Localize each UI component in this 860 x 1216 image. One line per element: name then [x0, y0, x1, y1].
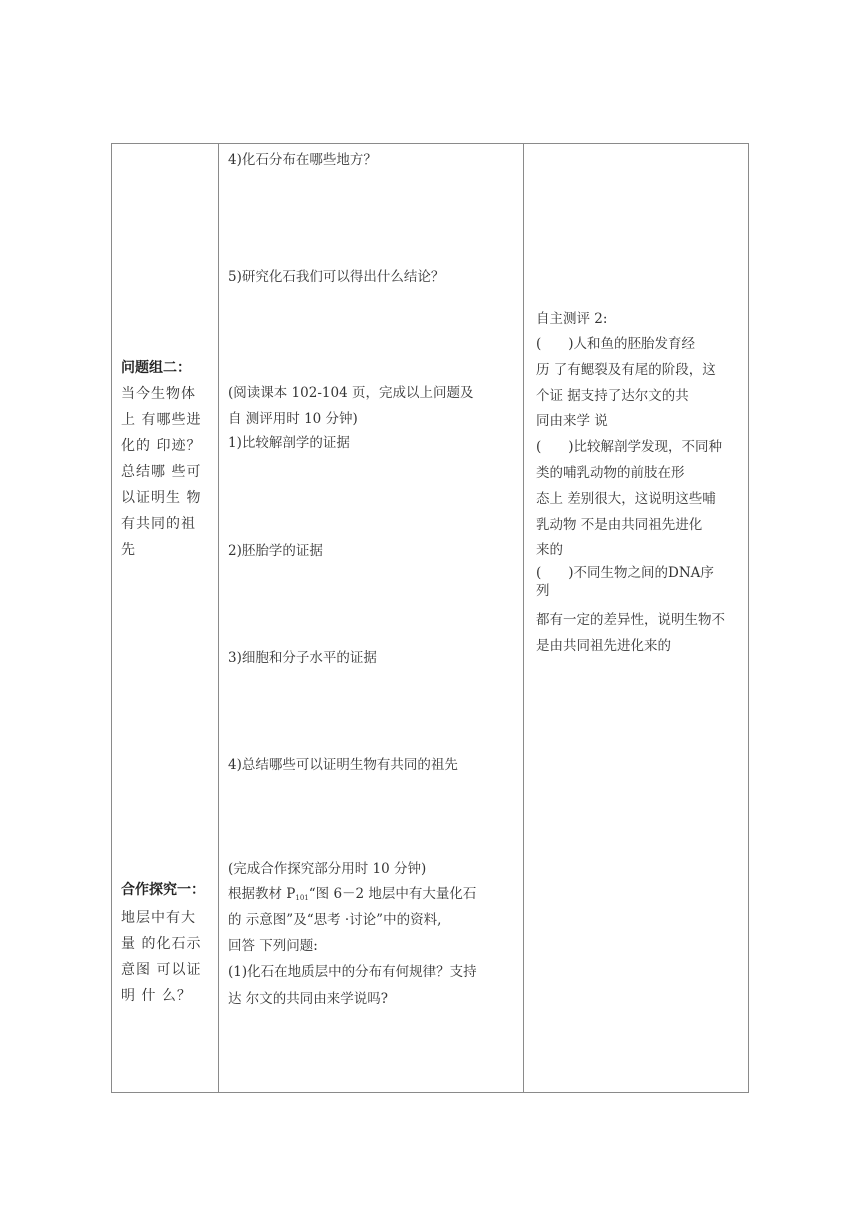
assessment-line-8: 乳动物 不是由共同祖先进化 — [536, 517, 703, 533]
question-group-line-2: 上 有哪些进 — [121, 412, 202, 428]
comparative-anatomy-evidence: 1)比较解剖学的证据 — [228, 435, 350, 451]
assessment-line-13: 是由共同祖先进化来的 — [536, 638, 671, 654]
question-group-line-1: 当今生物体 — [121, 386, 196, 402]
question-group-title: 问题组二： — [121, 360, 191, 376]
assessment-line-5: ( )比较解剖学发现，不同种 — [536, 439, 723, 455]
coop-explore-title: 合作探究一： — [121, 882, 205, 898]
content-table — [111, 143, 749, 1093]
question-group-line-4: 总结哪 些可 — [121, 464, 202, 480]
assessment-line-11: 列 — [536, 583, 550, 599]
coop-question-line-2: 达 尔文的共同由来学说吗? — [228, 991, 389, 1007]
question-group-line-3: 化的 印迹？ — [121, 438, 202, 454]
assessment-line-4: 同由来学 说 — [536, 413, 608, 429]
coop-question-line-1: (1)化石在地质层中的分布有何规律？支持 — [228, 964, 477, 980]
coop-explore-line-4: 明 什 么？ — [121, 988, 192, 1004]
assessment-line-3: 个证 据支持了达尔文的共 — [536, 388, 689, 404]
assessment-line-1: ( )人和鱼的胚胎发育经 — [536, 336, 696, 352]
assessment-line-9: 来的 — [536, 542, 563, 558]
coop-time-note: (完成合作探究部分用时 10 分钟) — [228, 861, 427, 877]
coop-explore-line-1: 地层中有大 — [121, 910, 196, 926]
column-divider-1 — [218, 144, 219, 1092]
assessment-line-10: ( )不同生物之间的DNA序 — [536, 565, 714, 581]
reading-note-line-1: (阅读课本 102-104 页，完成以上问题及 — [228, 385, 474, 401]
summary-common-ancestor: 4)总结哪些可以证明生物有共同的祖先 — [228, 757, 458, 773]
assessment-line-6: 类的哺乳动物的前肢在形 — [536, 465, 685, 481]
coop-instruction-line-1: 根据教材 $P_{101}“$图 6－2 地层中有大量化石 — [228, 886, 477, 902]
question-fossil-conclusion: 5)研究化石我们可以得出什么结论？ — [228, 269, 445, 285]
assessment-line-7: 态上 差别很大，这说明这些哺 — [536, 491, 716, 507]
self-assessment-title: 自主测评 2: — [536, 311, 608, 327]
question-group-line-5: 以证明生 物 — [121, 490, 202, 506]
question-fossil-location: 4)化石分布在哪些地方？ — [228, 152, 377, 168]
cell-molecular-evidence: 3)细胞和分子水平的证据 — [228, 650, 377, 666]
reading-note-line-2: 自 测评用时 10 分钟) — [228, 411, 358, 427]
assessment-line-2: 历 了有鳃裂及有尾的阶段，这 — [536, 362, 716, 378]
question-group-line-7: 先 — [121, 542, 136, 558]
embryology-evidence: 2)胚胎学的证据 — [228, 543, 323, 559]
column-divider-2 — [523, 144, 524, 1092]
assessment-line-12: 都有一定的差异性，说明生物不 — [536, 612, 725, 628]
coop-instruction-line-2: 的 示意图”及“思考 ·讨论”中的资料, — [228, 912, 442, 928]
coop-explore-line-2: 量 的化石示 — [121, 936, 202, 952]
coop-instruction-line-3: 回答 下列问题: — [228, 938, 318, 954]
coop-explore-line-3: 意图 可以证 — [121, 962, 202, 978]
question-group-line-6: 有共同的祖 — [121, 516, 196, 532]
